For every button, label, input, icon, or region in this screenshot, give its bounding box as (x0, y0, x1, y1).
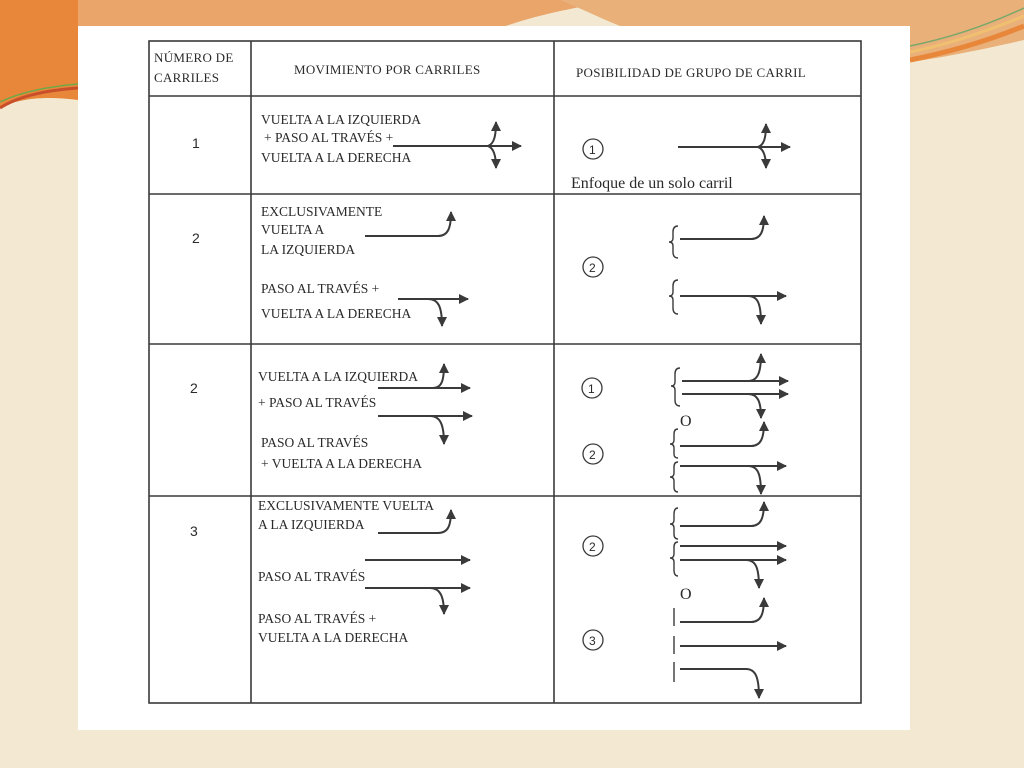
row4-separator-o: O (680, 586, 692, 603)
row4-move-g3-line2: VUELTA A LA DERECHA (258, 630, 409, 645)
row4-through-right-arrow (365, 588, 470, 614)
header-lane-group: POSIBILIDAD DE GRUPO DE CARRIL (576, 65, 807, 80)
row4-option2-lane-group (670, 502, 786, 588)
row3-option-2: 2 (589, 448, 596, 462)
row2-option-2: 2 (589, 261, 596, 275)
lane-group-diagram (78, 26, 910, 730)
row2-move-g1-line1: EXCLUSIVAMENTE (261, 204, 383, 219)
row4-lanes: 3 (190, 523, 198, 539)
row1-caption: Enfoque de un solo carril (571, 175, 733, 192)
row3-move-g2-line1: PASO AL TRAVÉS (261, 435, 369, 450)
row1-lane-group-arrow (678, 124, 790, 168)
row3-move-g1-line1: VUELTA A LA IZQUIERDA (258, 369, 419, 384)
header-lanes-line2: CARRILES (154, 70, 220, 85)
row3-move-g2-line2: + VUELTA A LA DERECHA (261, 456, 423, 471)
row4-move-g3-line1: PASO AL TRAVÉS + (258, 611, 377, 626)
row3-option2-lane-group (670, 422, 786, 494)
row4-move-g1-line2: A LA IZQUIERDA (258, 517, 365, 532)
header-movement: MOVIMIENTO POR CARRILES (294, 62, 481, 77)
row3-option1-lane-group (671, 354, 788, 418)
row2-move-g1-line3: LA IZQUIERDA (261, 242, 356, 257)
row3-option-1: 1 (588, 382, 595, 396)
row3-through-right-arrow (378, 416, 472, 444)
header-lanes-line1: NÚMERO DE (154, 50, 234, 65)
row3-move-g1-line2: + PASO AL TRAVÉS (258, 395, 377, 410)
row3-lanes: 2 (190, 380, 198, 396)
scanned-page (78, 26, 910, 730)
row2-move-g2-line2: VUELTA A LA DERECHA (261, 306, 412, 321)
row1-move-line3: VUELTA A LA DERECHA (261, 150, 412, 165)
row2-move-g1-line2: VUELTA A (261, 222, 325, 237)
row2-lane-groups (669, 216, 786, 324)
row4-option-3: 3 (589, 634, 596, 648)
row4-left-turn-arrow (378, 510, 451, 533)
table-grid (149, 41, 861, 703)
row4-option-2: 2 (589, 540, 596, 554)
row4-move-g1-line1: EXCLUSIVAMENTE VUELTA (258, 498, 435, 513)
row1-movement-arrow (393, 122, 521, 168)
row2-move-g2-line1: PASO AL TRAVÉS + (261, 281, 380, 296)
row4-move-g2-line1: PASO AL TRAVÉS (258, 569, 366, 584)
row1-lanes: 1 (192, 135, 200, 151)
row1-move-line1: VUELTA A LA IZQUIERDA (261, 112, 422, 127)
row4-option3-lane-group (674, 598, 786, 698)
row1-move-line2: + PASO AL TRAVÉS + (264, 130, 394, 145)
row1-option-1: 1 (589, 143, 596, 157)
row3-separator-o: O (680, 413, 692, 430)
row2-lanes: 2 (192, 230, 200, 246)
